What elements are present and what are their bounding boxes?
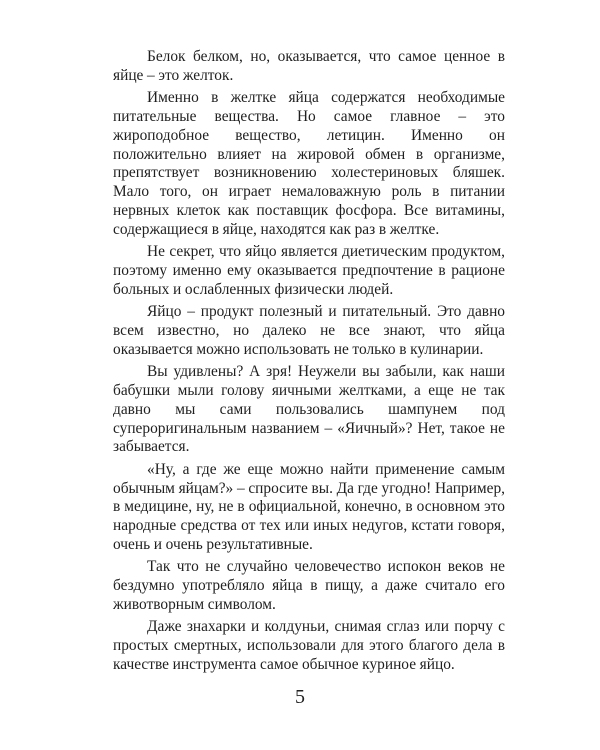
paragraph-2: Именно в желтке яйца содержатся необходимые питательные вещества. Но самое главное – это жироподобное вещество, летицин. Именно он положительно влияет на жировой обмен в организме, препятствует возникновению холестериновых бляшек. Мало того, он играет немаловажную роль в питании нервных клеток как поставщик фосфора. Все витамины, содержащиеся в яйце, находятся как раз в желтке.	[113, 89, 505, 238]
paragraph-4: Яйцо – продукт полезный и питательный. Это давно всем известно, но далеко не все знают, что яйца оказывается можно использовать не только в кулинарии.	[113, 303, 505, 358]
paragraph-1: Белок белком, но, оказывается, что самое ценное в яйце – это желток.	[113, 48, 505, 84]
paragraph-5: Вы удивлены? А зря! Неужели вы забыли, как наши бабушки мыли голову яичными желтками, а еще не так давно мы сами пользовались шампунем под супероригинальным названием – «Яичный»? Нет, такое не забывается.	[113, 363, 505, 456]
paragraph-3: Не секрет, что яйцо является диетическим продуктом, поэтому именно ему оказывается предпочтение в рационе больных и ослабленных физически людей.	[113, 243, 505, 298]
paragraph-7: Так что не случайно человечество испокон веков не бездумно употребляло яйца в пищу, а даже считало его животворным символом.	[113, 558, 505, 613]
body-text	[113, 48, 505, 678]
paragraph-6: «Ну, а где же еще можно найти применение самым обычным яйцам?» – спросите вы. Да где угодно! Например, в медицине, ну, не в официальной, конечно, в основном это народные средства от тех или иных недугов, кстати говоря, очень и очень результативные.	[113, 460, 505, 553]
page-number: 5	[295, 686, 305, 708]
paragraph-8: Даже знахарки и колдуньи, снимая сглаз или порчу с простых смертных, использовали для этого благого дела в качестве инструмента самое обычное куриное яйцо.	[113, 618, 505, 673]
